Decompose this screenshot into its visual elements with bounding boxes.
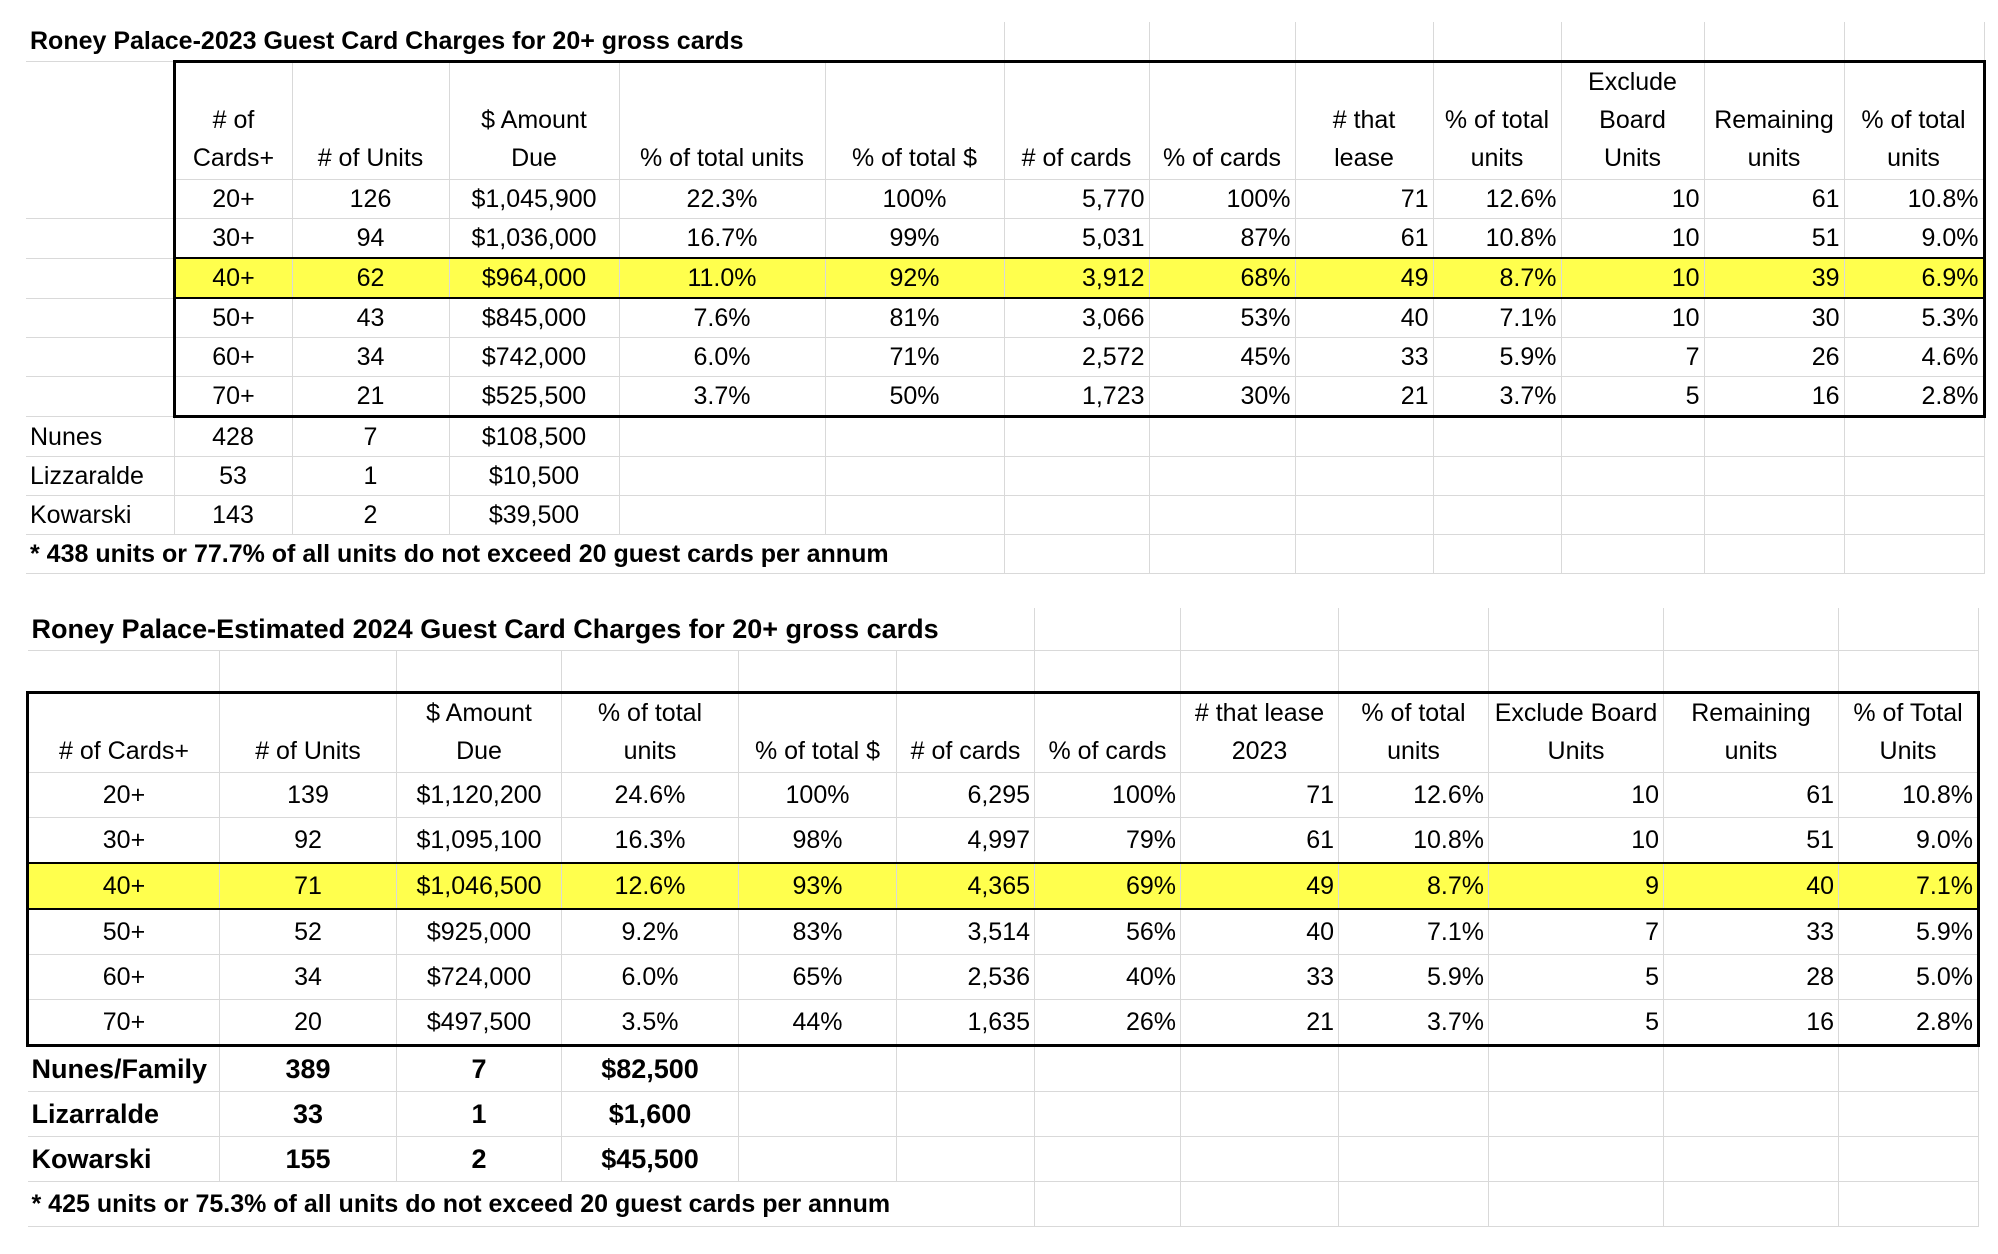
table-cell: 5 [1489,1000,1664,1046]
table-cell: 70+ [28,1000,220,1046]
col-header: % of total $ [825,62,1004,180]
table-cell: 40 [1181,909,1339,955]
table-cell: 50+ [28,909,220,955]
table-row [26,258,1984,298]
table-cell: Nunes/Family [28,1046,220,1092]
table-cell: 5.0% [1839,955,1979,1000]
header-row [28,693,1979,773]
table-cell: 10.8% [1844,180,1984,219]
table-cell: 40+ [174,258,292,298]
table-cell: 81% [825,298,1004,338]
header-row [26,62,1984,180]
table-cell: 7 [1489,909,1664,955]
col-header: % of total units [1844,62,1984,180]
table-cell: 5 [1561,377,1704,417]
table-cell: 3,066 [1004,298,1149,338]
table-cell: 12.6% [1339,773,1489,818]
footnote: * 425 units or 75.3% of all units do not exceed 20 guest cards per annum [28,1182,1035,1227]
col-header: # of Units [292,62,449,180]
col-header: # of cards [897,693,1035,773]
table-cell: 39 [1704,258,1844,298]
table-cell: 2 [397,1137,562,1182]
table-row [28,1000,1979,1046]
table-row [26,180,1984,219]
owner-row [28,1137,1979,1182]
table-cell: 3.7% [1433,377,1561,417]
table-row [26,219,1984,259]
table-cell: 9 [1489,863,1664,909]
table-cell: 10 [1561,298,1704,338]
table-cell: 4.6% [1844,338,1984,377]
table-cell: 94 [292,219,449,259]
table-cell: 30+ [28,818,220,864]
owner-row [26,457,1984,496]
table-cell: $1,600 [562,1092,739,1137]
table-cell: 5 [1489,955,1664,1000]
table-cell: 2,572 [1004,338,1149,377]
table-row [28,818,1979,864]
table-cell: 68% [1149,258,1295,298]
table-cell: $45,500 [562,1137,739,1182]
table-cell: 61 [1704,180,1844,219]
table-cell: 51 [1664,818,1839,864]
table-cell: 93% [739,863,897,909]
table-cell: 5,770 [1004,180,1149,219]
table-cell: 60+ [174,338,292,377]
table-cell: 6.9% [1844,258,1984,298]
col-header: # of Units [220,693,397,773]
table-cell: 6,295 [897,773,1035,818]
table-cell: 69% [1035,863,1181,909]
table-cell: 100% [825,180,1004,219]
footnote: * 438 units or 77.7% of all units do not exceed 20 guest cards per annum [26,535,1004,574]
table-cell: Lizarralde [28,1092,220,1137]
table-cell: 12.6% [1433,180,1561,219]
col-header: $ Amount Due [449,62,619,180]
table-cell: 40 [1295,298,1433,338]
table-cell: 9.2% [562,909,739,955]
table-cell: 33 [1181,955,1339,1000]
table-cell: 6.0% [562,955,739,1000]
table-cell: 40+ [28,863,220,909]
table-cell: 56% [1035,909,1181,955]
col-header: % of Total Units [1839,693,1979,773]
table-cell: 50+ [174,298,292,338]
table-cell: 2 [292,496,449,535]
table-cell: 30% [1149,377,1295,417]
table-cell: Kowarski [26,496,174,535]
col-header: % of cards [1035,693,1181,773]
table-cell: 100% [1149,180,1295,219]
table-cell: 5.9% [1433,338,1561,377]
table-cell: $497,500 [397,1000,562,1046]
table-cell: 98% [739,818,897,864]
table-cell: 92 [220,818,397,864]
table-cell: 34 [292,338,449,377]
guest-card-table-2023 [26,22,1986,574]
table-cell: 30 [1704,298,1844,338]
table-cell: 7.6% [619,298,825,338]
table-cell: $1,095,100 [397,818,562,864]
table-cell: 8.7% [1433,258,1561,298]
table-cell: 5,031 [1004,219,1149,259]
owner-row [26,496,1984,535]
table-cell: 7.1% [1433,298,1561,338]
owner-row [26,417,1984,457]
table-cell: $742,000 [449,338,619,377]
table-cell: 5.9% [1339,955,1489,1000]
table-row [28,909,1979,955]
table-cell: 10.8% [1433,219,1561,259]
table-cell: $1,036,000 [449,219,619,259]
table-cell: 4,365 [897,863,1035,909]
table-cell: 5.3% [1844,298,1984,338]
table-cell: 87% [1149,219,1295,259]
table-cell: 21 [1295,377,1433,417]
table-cell: 1,723 [1004,377,1149,417]
table-cell: 22.3% [619,180,825,219]
table-cell: 100% [1035,773,1181,818]
table-cell: 12.6% [562,863,739,909]
table-cell: 10 [1489,818,1664,864]
table-cell: 20 [220,1000,397,1046]
table-cell: $108,500 [449,417,619,457]
table-cell: 3,514 [897,909,1035,955]
table-cell: 49 [1181,863,1339,909]
table-cell: 7 [1561,338,1704,377]
col-header: # that lease [1295,62,1433,180]
table-cell: 26% [1035,1000,1181,1046]
table-cell: $525,500 [449,377,619,417]
table-title: Roney Palace-Estimated 2024 Guest Card Charges for 20+ gross cards [28,608,1035,651]
table-cell: 61 [1295,219,1433,259]
table-cell: 20+ [174,180,292,219]
table-cell: 30+ [174,219,292,259]
table-cell: $39,500 [449,496,619,535]
col-header: $ Amount Due [397,693,562,773]
table-cell: 71% [825,338,1004,377]
table-cell: 20+ [28,773,220,818]
col-header: Exclude Board Units [1489,693,1664,773]
col-header: # of Cards+ [174,62,292,180]
table-cell: 61 [1664,773,1839,818]
table-cell: 1 [292,457,449,496]
table-cell: 10 [1561,258,1704,298]
table-cell: 143 [174,496,292,535]
table-cell: 61 [1181,818,1339,864]
spreadsheet-grid-2024 [26,608,1980,1227]
table-cell: 155 [220,1137,397,1182]
table-cell: 10 [1561,219,1704,259]
table-cell: 6.0% [619,338,825,377]
table-cell: 3,912 [1004,258,1149,298]
table-cell: $964,000 [449,258,619,298]
table-cell: 7 [292,417,449,457]
owner-row [28,1092,1979,1137]
table-cell: 28 [1664,955,1839,1000]
table-row [28,955,1979,1000]
table-cell: $1,046,500 [397,863,562,909]
table-cell: 62 [292,258,449,298]
table-cell: 34 [220,955,397,1000]
table-cell: 7 [397,1046,562,1092]
table-cell: 26 [1704,338,1844,377]
table-cell: 2.8% [1839,1000,1979,1046]
table-cell: Nunes [26,417,174,457]
table-cell: 21 [1181,1000,1339,1046]
table-cell: 65% [739,955,897,1000]
table-cell: 3.5% [562,1000,739,1046]
col-header: # that lease 2023 [1181,693,1339,773]
table-cell: 44% [739,1000,897,1046]
table-cell: 1 [397,1092,562,1137]
table-cell: 2.8% [1844,377,1984,417]
table-cell: $10,500 [449,457,619,496]
col-header: Remaining units [1704,62,1844,180]
table-cell: 5.9% [1839,909,1979,955]
col-header: % of total $ [739,693,897,773]
table-cell: $724,000 [397,955,562,1000]
table-cell: 7.1% [1339,909,1489,955]
table-cell: 21 [292,377,449,417]
table-cell: 33 [1295,338,1433,377]
owner-row [28,1046,1979,1092]
table-cell: Lizzaralde [26,457,174,496]
table-cell: 33 [1664,909,1839,955]
table-cell: 50% [825,377,1004,417]
table-cell: 428 [174,417,292,457]
table-row [26,338,1984,377]
table-cell: $82,500 [562,1046,739,1092]
col-header: % of cards [1149,62,1295,180]
table-cell: 389 [220,1046,397,1092]
table-cell: 4,997 [897,818,1035,864]
table-cell: 40 [1664,863,1839,909]
table-cell: 60+ [28,955,220,1000]
col-header: % of total units [1433,62,1561,180]
table-cell: $845,000 [449,298,619,338]
table-cell: 71 [220,863,397,909]
table-cell: 16 [1704,377,1844,417]
table-cell: 139 [220,773,397,818]
table-cell: 100% [739,773,897,818]
table-cell: 71 [1295,180,1433,219]
table-cell: 79% [1035,818,1181,864]
table-cell: 3.7% [1339,1000,1489,1046]
table-cell: 99% [825,219,1004,259]
col-header: # of cards [1004,62,1149,180]
table-cell: 10.8% [1839,773,1979,818]
table-cell: Kowarski [28,1137,220,1182]
table-cell: 3.7% [619,377,825,417]
table-cell: 7.1% [1839,863,1979,909]
table-row [26,377,1984,417]
table-cell: 83% [739,909,897,955]
table-cell: 43 [292,298,449,338]
table-cell: 10 [1561,180,1704,219]
table-cell: 51 [1704,219,1844,259]
table-cell: 33 [220,1092,397,1137]
table-cell: 53 [174,457,292,496]
table-cell: 70+ [174,377,292,417]
table-title: Roney Palace-2023 Guest Card Charges for 20+ gross cards [26,22,1004,62]
table-cell: 8.7% [1339,863,1489,909]
table-row [28,773,1979,818]
table-cell: 1,635 [897,1000,1035,1046]
table-cell: 16 [1664,1000,1839,1046]
table-cell: 24.6% [562,773,739,818]
table-cell: 9.0% [1839,818,1979,864]
spreadsheet-grid-2023 [26,22,1986,574]
table-cell: 92% [825,258,1004,298]
table-cell: 71 [1181,773,1339,818]
table-cell: 2,536 [897,955,1035,1000]
col-header: Exclude Board Units [1561,62,1704,180]
table-row [28,863,1979,909]
col-header: % of total units [562,693,739,773]
table-cell: 126 [292,180,449,219]
col-header: % of total units [1339,693,1489,773]
col-header: Remaining units [1664,693,1839,773]
table-cell: 9.0% [1844,219,1984,259]
table-cell: 16.3% [562,818,739,864]
table-cell: 11.0% [619,258,825,298]
table-cell: $925,000 [397,909,562,955]
table-cell: 16.7% [619,219,825,259]
table-cell: 10 [1489,773,1664,818]
table-cell: $1,045,900 [449,180,619,219]
table-cell: 49 [1295,258,1433,298]
table-cell: 40% [1035,955,1181,1000]
table-cell: 45% [1149,338,1295,377]
table-cell: 10.8% [1339,818,1489,864]
guest-card-table-2024 [26,608,1980,1227]
table-cell: 53% [1149,298,1295,338]
col-header: # of Cards+ [28,693,220,773]
table-cell: $1,120,200 [397,773,562,818]
table-cell: 52 [220,909,397,955]
table-row [26,298,1984,338]
col-header: % of total units [619,62,825,180]
